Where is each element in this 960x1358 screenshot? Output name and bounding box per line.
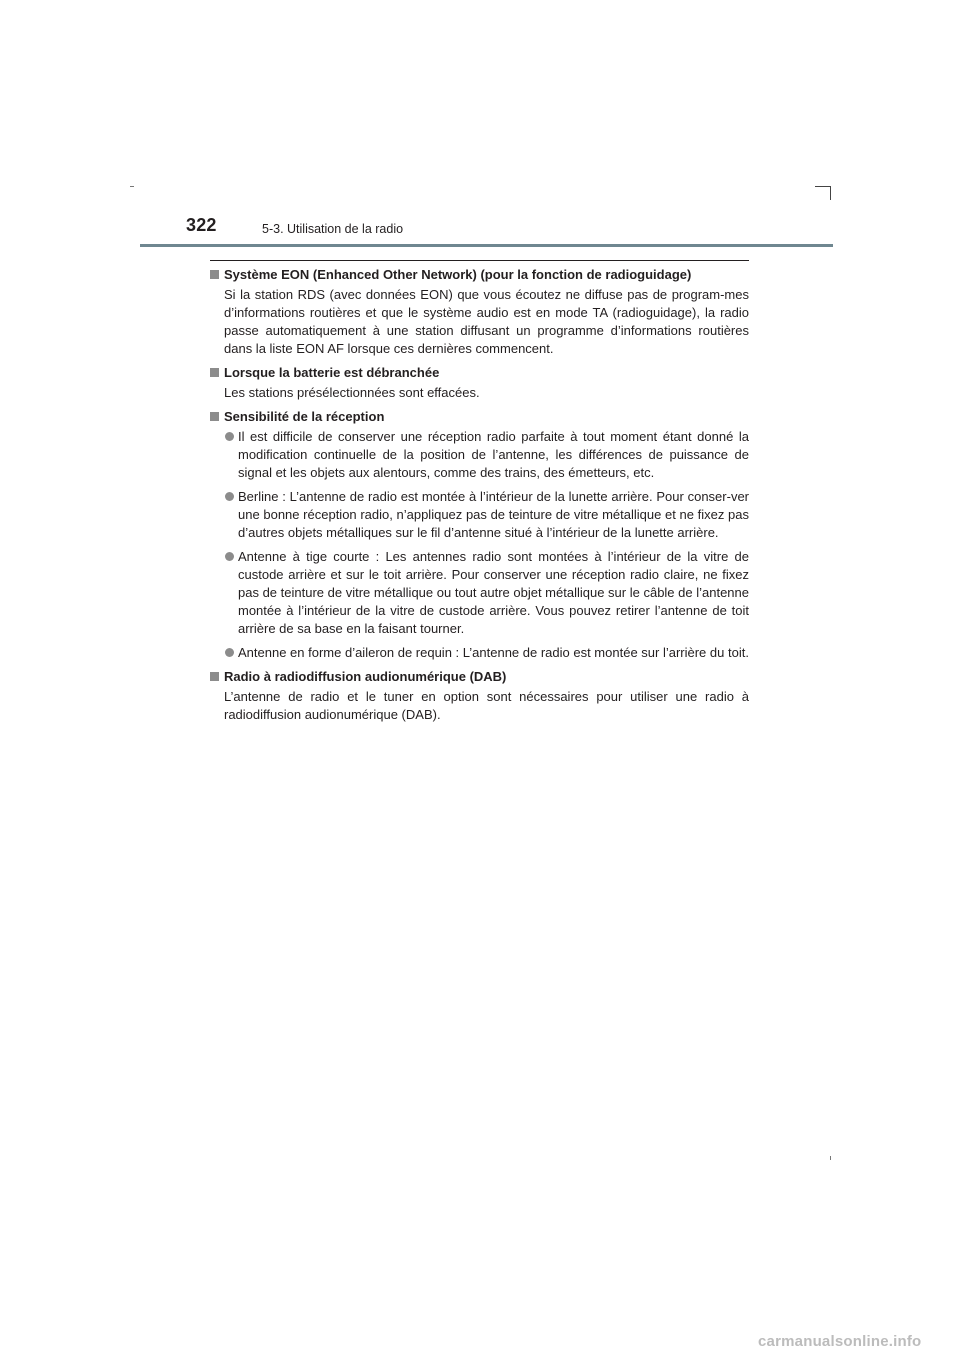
page-number: 322 (186, 215, 217, 235)
heading-text: Sensibilité de la réception (224, 409, 385, 424)
header-rule (140, 244, 833, 247)
reception-bullet-list (210, 428, 749, 662)
heading-text: Lorsque la batterie est débranchée (224, 365, 440, 380)
section-text-battery: Les stations présélectionnées sont effacées. (224, 385, 480, 400)
bullet-item (210, 488, 749, 542)
watermark: carmanualsonline.info (758, 1333, 922, 1350)
square-bullet-icon (210, 270, 219, 279)
crop-mark-bottom (830, 1156, 831, 1160)
section-text-eon: Si la station RDS (avec données EON) que vous écoutez ne diffuse pas de program-mes d’informations routières et que le système audio est en mode TA (radioguidage), la radio passe automatiquement à une station diffusant un programme d’informations routières dans la liste EON AF lorsque ces dernières commencent. (224, 287, 749, 356)
heading-text: Radio à radiodiffusion audionumérique (DAB) (224, 669, 507, 684)
square-bullet-icon (210, 368, 219, 377)
section-text-dab: L’antenne de radio et le tuner en option sont nécessaires pour utiliser une radio à radiodiffusion audionumérique (DAB). (224, 689, 749, 722)
square-bullet-icon (210, 412, 219, 421)
bullet-item (210, 644, 749, 662)
bullet-text: Antenne en forme d’aileron de requin : L’antenne de radio est montée sur l’arrière du toit. (238, 645, 749, 660)
page-content (210, 266, 749, 724)
crop-mark-left (130, 186, 134, 187)
bullet-item (210, 428, 749, 482)
section-heading-reception (210, 408, 749, 426)
bullet-text: Il est difficile de conserver une réception radio parfaite à tout moment étant donné la modification continuelle de la position de l’antenne, les différences de puissance de signal et les objets aux alentours, comme des trains, des émetteurs, etc. (238, 429, 749, 480)
circle-bullet-icon (225, 492, 234, 501)
section-heading-battery (210, 364, 749, 382)
bullet-text: Antenne à tige courte : Les antennes radio sont montées à l’intérieur de la vitre de custode arrière et sur le toit arrière. Pour conserver une réception radio claire, ne fixez pas de teinture de vitre métallique ou tout autre objet métallique sur le câble de l’antenne montée à l’intérieur de la vitre de custode arrière. Vous pouvez retirer l’antenne de toit arrière de sa base en la faisant tourner. (238, 549, 749, 636)
circle-bullet-icon (225, 648, 234, 657)
circle-bullet-icon (225, 432, 234, 441)
crop-mark-corner-vertical (830, 186, 831, 200)
heading-text: Système EON (Enhanced Other Network) (pour la fonction de radioguidage) (224, 267, 692, 282)
section-heading-eon (210, 266, 749, 284)
crop-mark-corner-horizontal (815, 186, 830, 187)
section-heading-dab (210, 668, 749, 686)
bullet-text: Berline : L’antenne de radio est montée à l’intérieur de la lunette arrière. Pour conser-ver une bonne réception radio, n’appliquez pas de teinture de vitre métallique et ne fixez pas d’autres objets métalliques sur le fil d’antenne situé à l’intérieur de la lunette arrière. (238, 489, 749, 540)
circle-bullet-icon (225, 552, 234, 561)
square-bullet-icon (210, 672, 219, 681)
content-rule (210, 260, 749, 261)
section-title: 5-3. Utilisation de la radio (262, 222, 404, 236)
bullet-item (210, 548, 749, 638)
